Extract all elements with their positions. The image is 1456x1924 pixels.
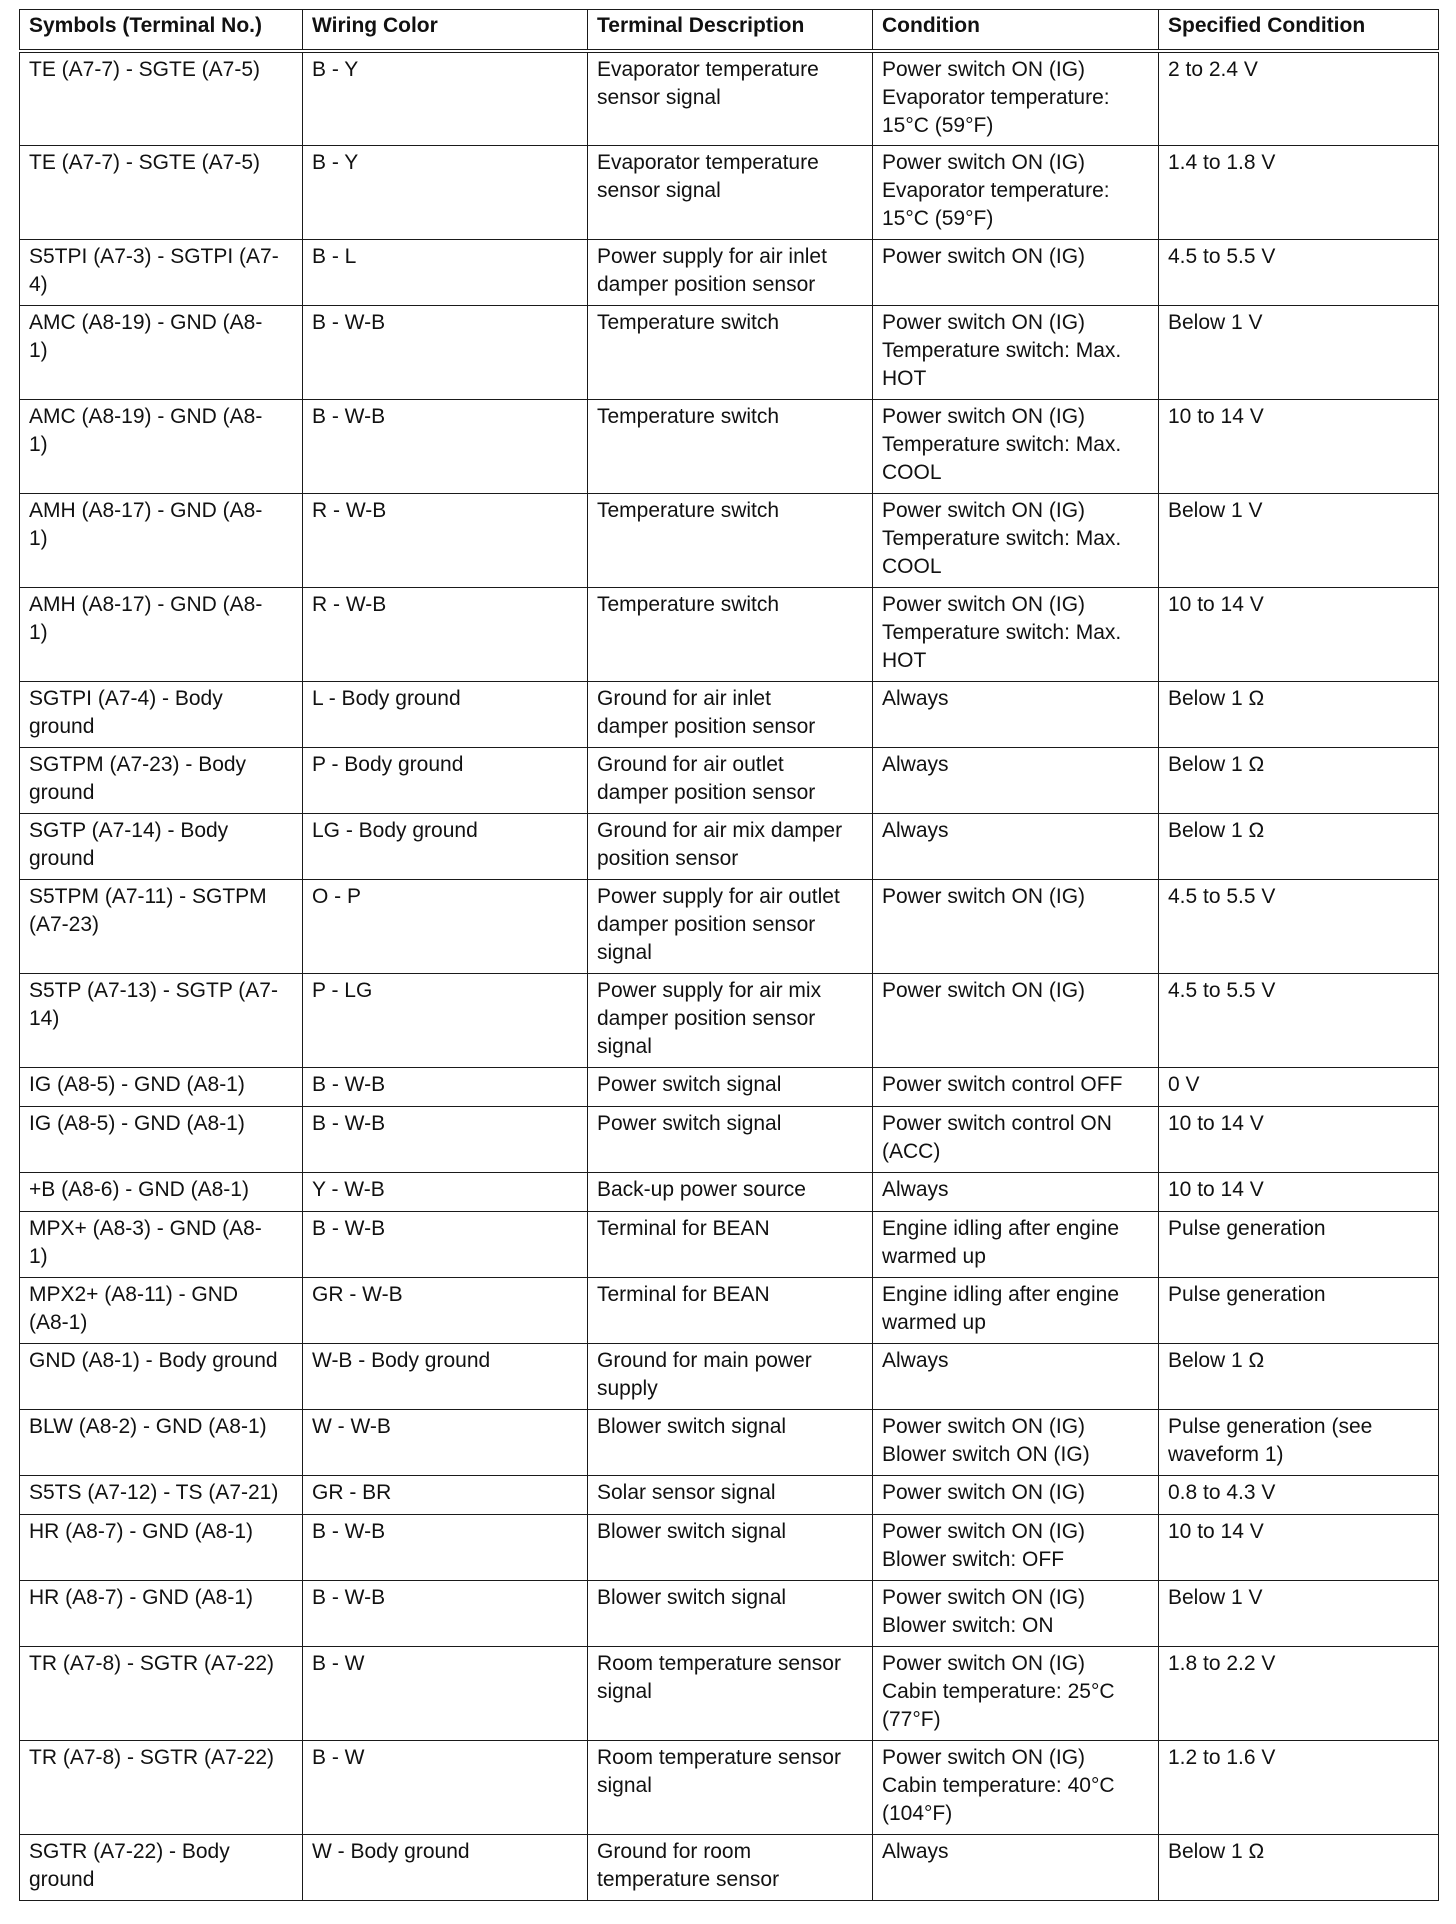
table-row (20, 1343, 1439, 1409)
cell-specified-condition: Below 1 Ω (1159, 747, 1439, 813)
header-specified-condition: Specified Condition (1159, 10, 1439, 52)
cell-specified-condition: 4.5 to 5.5 V (1159, 973, 1439, 1067)
cell-terminal-description: Blower switch signal (588, 1514, 873, 1580)
table-header (20, 10, 1439, 52)
cell-condition: Always (873, 1834, 1159, 1900)
header-wiring-color: Wiring Color (303, 10, 588, 52)
cell-symbols: AMH (A8-17) - GND (A8- 1) (20, 587, 303, 681)
header-condition: Condition (873, 10, 1159, 52)
cell-terminal-description: Temperature switch (588, 399, 873, 493)
cell-wiring-color: P - LG (303, 973, 588, 1067)
table-row (20, 1834, 1439, 1900)
cell-specified-condition: 1.8 to 2.2 V (1159, 1646, 1439, 1740)
cell-wiring-color: GR - BR (303, 1475, 588, 1514)
cell-terminal-description: Ground for air mix damper position sensor (588, 813, 873, 879)
cell-specified-condition: Pulse generation (see waveform 1) (1159, 1409, 1439, 1475)
cell-symbols: SGTPM (A7-23) - Body ground (20, 747, 303, 813)
cell-specified-condition: 1.2 to 1.6 V (1159, 1740, 1439, 1834)
cell-symbols: TE (A7-7) - SGTE (A7-5) (20, 51, 303, 145)
cell-symbols: IG (A8-5) - GND (A8-1) (20, 1106, 303, 1172)
cell-specified-condition: 2 to 2.4 V (1159, 51, 1439, 145)
table-row (20, 1409, 1439, 1475)
cell-wiring-color: O - P (303, 879, 588, 973)
table-row (20, 587, 1439, 681)
cell-specified-condition: Pulse generation (1159, 1211, 1439, 1277)
cell-condition: Power switch ON (IG) Temperature switch: Max. HOT (873, 305, 1159, 399)
cell-condition: Power switch ON (IG) Temperature switch: Max. HOT (873, 587, 1159, 681)
cell-condition: Always (873, 1172, 1159, 1211)
cell-terminal-description: Temperature switch (588, 493, 873, 587)
table-row (20, 879, 1439, 973)
cell-specified-condition: 10 to 14 V (1159, 587, 1439, 681)
cell-symbols: MPX2+ (A8-11) - GND (A8-1) (20, 1277, 303, 1343)
cell-symbols: SGTR (A7-22) - Body ground (20, 1834, 303, 1900)
cell-condition: Always (873, 813, 1159, 879)
cell-wiring-color: B - W-B (303, 399, 588, 493)
cell-symbols: S5TPI (A7-3) - SGTPI (A7- 4) (20, 239, 303, 305)
cell-condition: Always (873, 681, 1159, 747)
cell-symbols: +B (A8-6) - GND (A8-1) (20, 1172, 303, 1211)
cell-condition: Power switch ON (IG) Cabin temperature: 25°C (77°F) (873, 1646, 1159, 1740)
cell-specified-condition: 10 to 14 V (1159, 1106, 1439, 1172)
cell-symbols: HR (A8-7) - GND (A8-1) (20, 1580, 303, 1646)
cell-specified-condition: Below 1 Ω (1159, 1343, 1439, 1409)
table-row (20, 1740, 1439, 1834)
table-row (20, 1067, 1439, 1106)
cell-wiring-color: W-B - Body ground (303, 1343, 588, 1409)
cell-terminal-description: Terminal for BEAN (588, 1211, 873, 1277)
cell-condition: Power switch ON (IG) (873, 239, 1159, 305)
cell-symbols: BLW (A8-2) - GND (A8-1) (20, 1409, 303, 1475)
cell-specified-condition: 1.4 to 1.8 V (1159, 145, 1439, 239)
table-row (20, 1475, 1439, 1514)
cell-condition: Power switch ON (IG) Evaporator temperature: 15°C (59°F) (873, 145, 1159, 239)
cell-condition: Engine idling after engine warmed up (873, 1277, 1159, 1343)
cell-symbols: IG (A8-5) - GND (A8-1) (20, 1067, 303, 1106)
cell-specified-condition: 10 to 14 V (1159, 1514, 1439, 1580)
cell-wiring-color: B - W-B (303, 1580, 588, 1646)
cell-symbols: TR (A7-8) - SGTR (A7-22) (20, 1740, 303, 1834)
table-row (20, 399, 1439, 493)
cell-terminal-description: Power supply for air outlet damper position sensor signal (588, 879, 873, 973)
cell-wiring-color: B - W (303, 1646, 588, 1740)
cell-specified-condition: Below 1 Ω (1159, 1834, 1439, 1900)
cell-wiring-color: Y - W-B (303, 1172, 588, 1211)
cell-specified-condition: 0 V (1159, 1067, 1439, 1106)
cell-terminal-description: Ground for main power supply (588, 1343, 873, 1409)
table-row (20, 1646, 1439, 1740)
cell-wiring-color: B - L (303, 239, 588, 305)
cell-specified-condition: 0.8 to 4.3 V (1159, 1475, 1439, 1514)
cell-wiring-color: R - W-B (303, 493, 588, 587)
cell-wiring-color: LG - Body ground (303, 813, 588, 879)
cell-terminal-description: Temperature switch (588, 587, 873, 681)
cell-symbols: S5TP (A7-13) - SGTP (A7- 14) (20, 973, 303, 1067)
cell-terminal-description: Solar sensor signal (588, 1475, 873, 1514)
cell-symbols: TE (A7-7) - SGTE (A7-5) (20, 145, 303, 239)
cell-terminal-description: Power supply for air inlet damper position sensor (588, 239, 873, 305)
header-terminal-description: Terminal Description (588, 10, 873, 52)
cell-terminal-description: Blower switch signal (588, 1409, 873, 1475)
cell-symbols: AMC (A8-19) - GND (A8- 1) (20, 399, 303, 493)
table-row (20, 51, 1439, 145)
cell-terminal-description: Room temperature sensor signal (588, 1740, 873, 1834)
cell-specified-condition: 4.5 to 5.5 V (1159, 239, 1439, 305)
cell-wiring-color: R - W-B (303, 587, 588, 681)
cell-symbols: SGTP (A7-14) - Body ground (20, 813, 303, 879)
cell-wiring-color: GR - W-B (303, 1277, 588, 1343)
cell-terminal-description: Ground for air outlet damper position sensor (588, 747, 873, 813)
cell-symbols: MPX+ (A8-3) - GND (A8- 1) (20, 1211, 303, 1277)
cell-symbols: S5TS (A7-12) - TS (A7-21) (20, 1475, 303, 1514)
table-row (20, 145, 1439, 239)
table-row (20, 747, 1439, 813)
table-row (20, 1172, 1439, 1211)
cell-condition: Power switch ON (IG) (873, 879, 1159, 973)
cell-wiring-color: P - Body ground (303, 747, 588, 813)
cell-wiring-color: B - W (303, 1740, 588, 1834)
cell-symbols: AMC (A8-19) - GND (A8- 1) (20, 305, 303, 399)
cell-condition: Power switch ON (IG) Cabin temperature: 40°C (104°F) (873, 1740, 1159, 1834)
table-row (20, 493, 1439, 587)
cell-specified-condition: Below 1 Ω (1159, 813, 1439, 879)
cell-symbols: S5TPM (A7-11) - SGTPM (A7-23) (20, 879, 303, 973)
table-row (20, 813, 1439, 879)
header-symbols: Symbols (Terminal No.) (20, 10, 303, 52)
table-row (20, 1106, 1439, 1172)
cell-symbols: SGTPI (A7-4) - Body ground (20, 681, 303, 747)
cell-wiring-color: B - W-B (303, 305, 588, 399)
cell-wiring-color: B - W-B (303, 1514, 588, 1580)
cell-specified-condition: Below 1 V (1159, 1580, 1439, 1646)
cell-specified-condition: Below 1 V (1159, 305, 1439, 399)
cell-condition: Engine idling after engine warmed up (873, 1211, 1159, 1277)
cell-condition: Power switch ON (IG) Temperature switch: Max. COOL (873, 399, 1159, 493)
table-row (20, 681, 1439, 747)
cell-terminal-description: Power switch signal (588, 1106, 873, 1172)
table-row (20, 973, 1439, 1067)
cell-wiring-color: B - W-B (303, 1211, 588, 1277)
cell-terminal-description: Room temperature sensor signal (588, 1646, 873, 1740)
cell-wiring-color: W - W-B (303, 1409, 588, 1475)
table-row (20, 1211, 1439, 1277)
cell-terminal-description: Power switch signal (588, 1067, 873, 1106)
cell-specified-condition: 10 to 14 V (1159, 399, 1439, 493)
cell-condition: Power switch control OFF (873, 1067, 1159, 1106)
cell-wiring-color: B - Y (303, 145, 588, 239)
cell-condition: Power switch ON (IG) Temperature switch: Max. COOL (873, 493, 1159, 587)
cell-condition: Always (873, 1343, 1159, 1409)
cell-wiring-color: L - Body ground (303, 681, 588, 747)
cell-terminal-description: Back-up power source (588, 1172, 873, 1211)
cell-condition: Power switch ON (IG) Blower switch: OFF (873, 1514, 1159, 1580)
cell-symbols: TR (A7-8) - SGTR (A7-22) (20, 1646, 303, 1740)
table-row (20, 239, 1439, 305)
cell-terminal-description: Terminal for BEAN (588, 1277, 873, 1343)
cell-terminal-description: Evaporator temperature sensor signal (588, 145, 873, 239)
cell-wiring-color: W - Body ground (303, 1834, 588, 1900)
cell-symbols: GND (A8-1) - Body ground (20, 1343, 303, 1409)
cell-terminal-description: Temperature switch (588, 305, 873, 399)
table-row (20, 1277, 1439, 1343)
cell-condition: Always (873, 747, 1159, 813)
cell-terminal-description: Power supply for air mix damper position sensor signal (588, 973, 873, 1067)
cell-condition: Power switch ON (IG) Blower switch: ON (873, 1580, 1159, 1646)
cell-terminal-description: Evaporator temperature sensor signal (588, 51, 873, 145)
cell-specified-condition: Pulse generation (1159, 1277, 1439, 1343)
cell-condition: Power switch ON (IG) Blower switch ON (IG) (873, 1409, 1159, 1475)
cell-terminal-description: Blower switch signal (588, 1580, 873, 1646)
table-row (20, 1514, 1439, 1580)
cell-condition: Power switch ON (IG) (873, 1475, 1159, 1514)
cell-symbols: HR (A8-7) - GND (A8-1) (20, 1514, 303, 1580)
table-row (20, 305, 1439, 399)
cell-condition: Power switch control ON (ACC) (873, 1106, 1159, 1172)
cell-specified-condition: Below 1 V (1159, 493, 1439, 587)
table-row (20, 1580, 1439, 1646)
cell-wiring-color: B - Y (303, 51, 588, 145)
cell-specified-condition: 10 to 14 V (1159, 1172, 1439, 1211)
cell-terminal-description: Ground for air inlet damper position sensor (588, 681, 873, 747)
cell-terminal-description: Ground for room temperature sensor (588, 1834, 873, 1900)
cell-wiring-color: B - W-B (303, 1067, 588, 1106)
cell-symbols: AMH (A8-17) - GND (A8- 1) (20, 493, 303, 587)
cell-condition: Power switch ON (IG) (873, 973, 1159, 1067)
table-body (20, 51, 1439, 1900)
terminal-spec-table (19, 9, 1439, 1901)
cell-specified-condition: Below 1 Ω (1159, 681, 1439, 747)
cell-wiring-color: B - W-B (303, 1106, 588, 1172)
cell-condition: Power switch ON (IG) Evaporator temperature: 15°C (59°F) (873, 51, 1159, 145)
cell-specified-condition: 4.5 to 5.5 V (1159, 879, 1439, 973)
header-row (20, 10, 1439, 52)
